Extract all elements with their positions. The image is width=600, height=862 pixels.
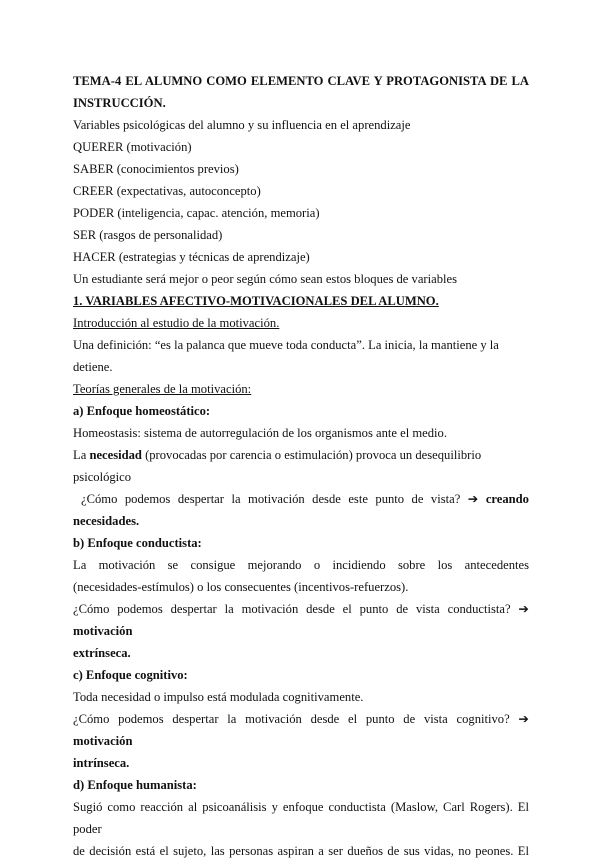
intro-motivation-heading: Introducción al estudio de la motivación. <box>73 316 280 330</box>
section-d-heading: d) Enfoque humanista: <box>73 778 197 792</box>
variable-creer: CREER (expectativas, autoconcepto) <box>73 184 261 198</box>
theories-heading: Teorías generales de la motivación: <box>73 382 252 396</box>
section-d-p1-line1: Sugió como reacción al psicoanálisis y enfoque conductista (Maslow, Carl Rogers). El poder <box>73 800 529 836</box>
section-b-heading: b) Enfoque conductista: <box>73 536 202 550</box>
variable-ser: SER (rasgos de personalidad) <box>73 228 223 242</box>
page-title <box>73 70 529 114</box>
section-b-p1-line1: La motivación se consigue mejorando o incidiendo sobre los antecedentes <box>73 558 529 572</box>
section-c-question <box>73 708 529 752</box>
section-a-answer-1: creando <box>485 492 529 506</box>
section-d-p1-line2: de decisión está el sujeto, las personas aspiran a ser dueños de sus vidas, no peones. El <box>73 844 529 858</box>
necesidad-term: necesidad <box>89 448 142 462</box>
variable-saber: SABER (conocimientos previos) <box>73 162 239 176</box>
section-a-question-text: ¿Cómo podemos despertar la motivación desde este punto de vista? ➔ <box>81 492 479 506</box>
variable-querer: QUERER (motivación) <box>73 140 192 154</box>
section-1-heading: 1. VARIABLES AFECTIVO-MOTIVACIONALES DEL ALUMNO. <box>73 294 439 308</box>
section-c-heading: c) Enfoque cognitivo: <box>73 668 188 682</box>
section-b-answer-2: extrínseca. <box>73 646 131 660</box>
section-c-answer-1: motivación <box>73 734 133 748</box>
section-b-question-text: ¿Cómo podemos despertar la motivación desde el punto de vista conductista? ➔ <box>73 602 529 616</box>
section-c-answer-2: intrínseca. <box>73 756 130 770</box>
section-a-p1: Homeostasis: sistema de autorregulación de los organismos ante el medio. <box>73 426 447 440</box>
section-b-answer-1: motivación <box>73 624 133 638</box>
title-line-2: INSTRUCCIÓN. <box>73 96 166 110</box>
section-a-question <box>73 488 529 510</box>
section-a-p2-pre: La <box>73 448 90 462</box>
title-line-1: TEMA-4 EL ALUMNO COMO ELEMENTO CLAVE Y PROTAGONISTA DE LA <box>73 74 529 88</box>
section-a-answer-2: necesidades. <box>73 514 140 528</box>
summary-text: Un estudiante será mejor o peor según cómo sean estos bloques de variables <box>73 272 457 286</box>
section-c-p1: Toda necesidad o impulso está modulada cognitivamente. <box>73 690 364 704</box>
section-b-question <box>73 598 529 642</box>
definition-text: Una definición: “es la palanca que mueve toda conducta”. La inicia, la mantiene y la detiene. <box>73 338 499 374</box>
variable-poder: PODER (inteligencia, capac. atención, memoria) <box>73 206 320 220</box>
intro-text: Variables psicológicas del alumno y su influencia en el aprendizaje <box>73 118 411 132</box>
section-a-heading: a) Enfoque homeostático: <box>73 404 211 418</box>
section-a-p2-post: (provocadas por carencia o estimulación) provoca un desequilibrio psicológico <box>73 448 482 484</box>
section-b-p1-line2: (necesidades-estímulos) o los consecuentes (incentivos-refuerzos). <box>73 580 409 594</box>
variable-hacer: HACER (estrategias y técnicas de aprendizaje) <box>73 250 310 264</box>
section-a-p2 <box>73 444 529 488</box>
section-c-question-text: ¿Cómo podemos despertar la motivación desde el punto de vista cognitivo? ➔ <box>73 712 529 726</box>
